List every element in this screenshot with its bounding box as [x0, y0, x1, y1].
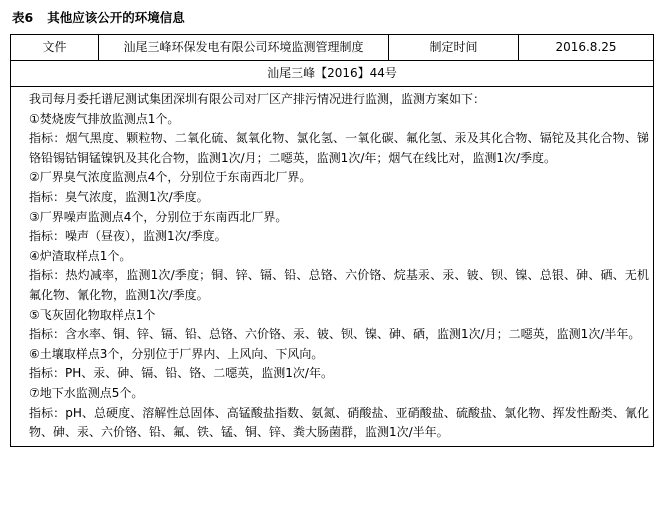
caption-title: 其他应该公开的环境信息 — [47, 10, 185, 25]
date-value-cell: 2016.8.25 — [519, 35, 654, 61]
date-label-cell: 制定时间 — [389, 35, 519, 61]
table-row — [11, 35, 654, 61]
document-label-cell: 文件 — [11, 35, 99, 61]
document-name-cell: 汕尾三峰环保发电有限公司环境监测管理制度 — [99, 35, 389, 61]
caption-label: 表6 — [12, 10, 34, 25]
paragraph: 指标：PH、汞、砷、镉、铅、铬、二噁英，监测1次/年。 — [29, 366, 333, 381]
paragraph: ②厂界臭气浓度监测点4个，分别位于东南西北厂界。 — [29, 170, 312, 185]
paragraph: 指标：烟气黑度、颗粒物、二氧化硫、氮氧化物、氯化氢、一氧化碳、氟化氢、汞及其化合物、镉铊及其化合物、锑铬铅锡钴铜锰镍钒及其化合物，监测1次/月；二噁英，监测1次/年；烟气在线比对，监测1次/季度。 — [29, 131, 649, 165]
paragraph: ⑦地下水监测点5个。 — [29, 385, 144, 400]
body-paragraphs — [15, 90, 649, 443]
paragraph: 指标：pH、总硬度、溶解性总固体、高锰酸盐指数、氨氮、硝酸盐、亚硝酸盐、硫酸盐、氯化物、挥发性酚类、氰化物、砷、汞、六价铬、铅、氟、铁、锰、铜、锌、粪大肠菌群，监测1次/半年。 — [29, 405, 649, 440]
paragraph: ③厂界噪声监测点4个，分别位于东南西北厂界。 — [29, 209, 288, 224]
paragraph: ⑥土壤取样点3个，分别位于厂界内、上风向、下风向。 — [29, 346, 324, 361]
paragraph: ①焚烧废气排放监测点1个。 — [29, 111, 180, 126]
environment-info-table — [10, 34, 654, 447]
document-number-cell: 汕尾三峰【2016】44号 — [11, 61, 654, 87]
paragraph: 我司每月委托谱尼测试集团深圳有限公司对厂区产排污情况进行监测，监测方案如下： — [29, 92, 486, 106]
paragraph: ⑤飞灰固化物取样点1个 — [29, 307, 156, 322]
table-caption — [12, 8, 653, 28]
paragraph: 指标：臭气浓度，监测1次/季度。 — [29, 189, 209, 204]
paragraph: 指标：热灼减率，监测1次/季度；铜、锌、镉、铅、总铬、六价铬、烷基汞、汞、铍、钡、镍、总银、砷、硒、无机氟化物、氰化物，监测1次/季度。 — [29, 268, 649, 302]
paragraph: 指标：含水率、铜、锌、镉、铅、总铬、六价铬、汞、铍、钡、镍、砷、硒，监测1次/月；二噁英，监测1次/半年。 — [29, 327, 641, 342]
paragraph: 指标：噪声（昼夜），监测1次/季度。 — [29, 229, 227, 244]
table-row — [11, 87, 654, 447]
table-row — [11, 61, 654, 87]
body-content-cell — [11, 87, 654, 447]
paragraph: ④炉渣取样点1个。 — [29, 248, 132, 263]
